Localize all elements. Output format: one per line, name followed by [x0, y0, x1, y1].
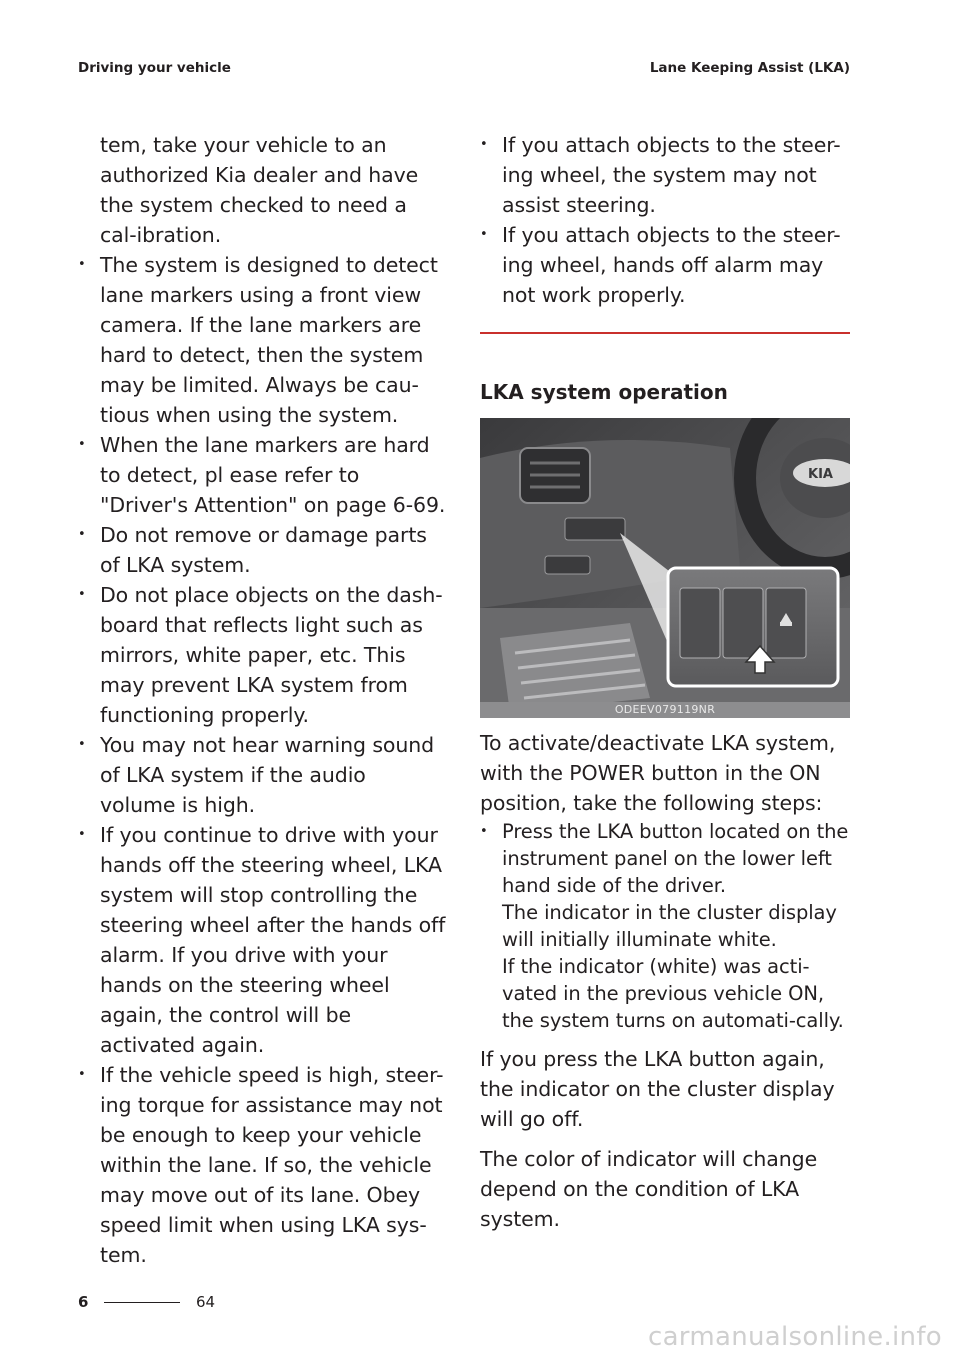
intro-paragraph: To activate/deactivate LKA system, with the POWER button in the ON position, take the following steps:: [480, 731, 836, 815]
page-number: 64: [196, 1293, 216, 1311]
header-topic-title: Lane Keeping Assist (LKA): [649, 60, 850, 76]
indicator-color-paragraph: The color of indicator will change depend on the condition of LKA system.: [480, 1147, 818, 1231]
header-section-title: Driving your vehicle: [78, 60, 231, 76]
list-item: • Do not remove or damage parts of LKA system.: [78, 520, 446, 580]
section-heading: LKA system operation: [480, 380, 728, 404]
step-main-text: Press the LKA button located on the instrument panel on the lower left hand side of the driver.: [502, 820, 849, 897]
list-item: [480, 818, 850, 1034]
continued-text: tem, take your vehicle to an authorized Kia dealer and have the system checked to need a cal-ibration.: [100, 133, 419, 247]
list-item: • If the vehicle speed is high, steer-ing torque for assistance may not be enough to keep your vehicle within the lane. If so, the vehicle may move out of its lane. Obey speed limit when using LKA sys-tem.: [78, 1060, 446, 1270]
chapter-number: 6: [78, 1293, 89, 1311]
list-item: • The system is designed to detect lane markers using a front view camera. If the lane markers are hard to detect, then the system may be limited. Always be cau-tious when using the system.: [78, 250, 446, 430]
step-indicator-text: The indicator in the cluster display will initially illuminate white.: [502, 901, 837, 951]
watermark-text: carmanualsonline.info: [647, 1322, 942, 1352]
list-item: • You may not hear warning sound of LKA system if the audio volume is high.: [78, 730, 446, 820]
list-item: • If you attach objects to the steer-ing wheel, the system may not assist steering.: [480, 130, 850, 220]
section-divider: [480, 332, 850, 334]
step-bullet-list: [480, 818, 850, 1034]
list-item: • If you continue to drive with your hands off the steering wheel, LKA system will stop controlling the steering wheel after the hands off alarm. If you drive with your hands on the steering wheel again, the control will be activated again.: [78, 820, 446, 1060]
list-item: • If you attach objects to the steer-ing wheel, hands off alarm may not work properly.: [480, 220, 850, 310]
figure-code: ODEEV079119NR: [480, 702, 850, 718]
footer-divider: [104, 1302, 180, 1303]
right-top-bullet-list: [480, 130, 850, 310]
lka-button-figure: [480, 418, 850, 718]
svg-text:KIA: KIA: [808, 467, 833, 482]
press-again-paragraph: If you press the LKA button again, the indicator on the cluster display will go off.: [480, 1047, 835, 1131]
list-item: • When the lane markers are hard to detect, pl ease refer to "Driver's Attention" on page 6-69.: [78, 430, 446, 520]
step-auto-text: If the indicator (white) was acti-vated in the previous vehicle ON, the system turns on automati-cally.: [502, 955, 844, 1032]
left-bullet-list: [78, 250, 446, 1270]
left-column: [78, 130, 446, 1270]
list-item: • Do not place objects on the dash-board that reflects light such as mirrors, white paper, etc. This may prevent LKA system from functioning properly.: [78, 580, 446, 730]
dashboard-illustration: [480, 418, 850, 718]
right-column: [480, 130, 850, 1234]
